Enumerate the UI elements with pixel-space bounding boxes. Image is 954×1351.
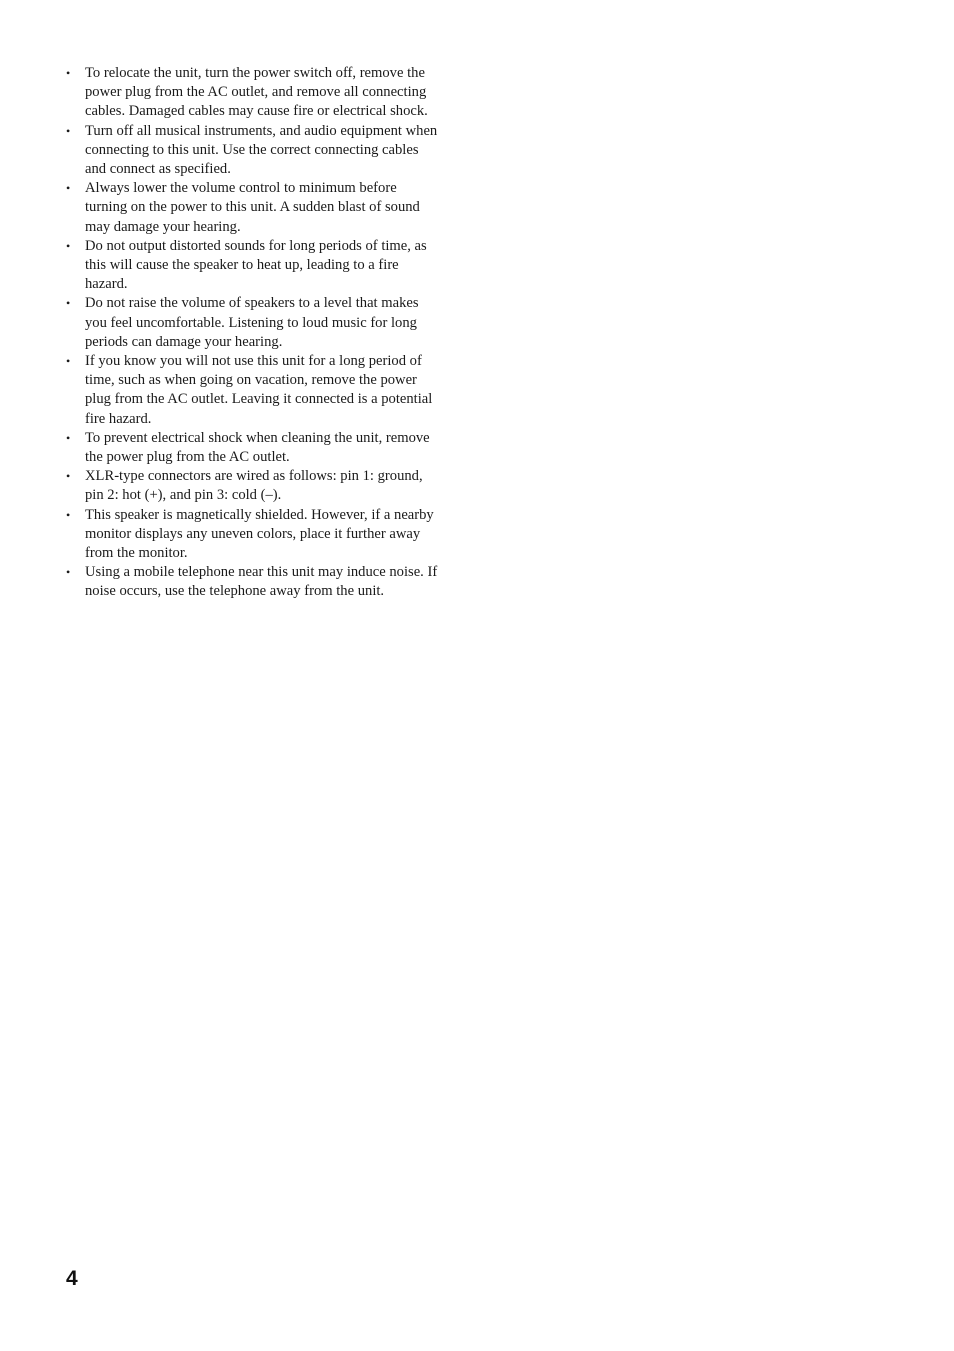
list-item bbox=[66, 563, 442, 601]
bullet-icon: • bbox=[66, 181, 71, 196]
list-item bbox=[66, 122, 442, 180]
list-item bbox=[66, 352, 442, 429]
list-item bbox=[66, 467, 442, 505]
bullet-icon: • bbox=[66, 354, 71, 369]
list-item bbox=[66, 294, 442, 352]
note-text: To relocate the unit, turn the power switch off, remove the power plug from the AC outlet, and remove all connecting cables. Damaged cables may cause fire or electrical shock. bbox=[85, 65, 428, 120]
list-item bbox=[66, 64, 442, 122]
note-text: XLR-type connectors are wired as follows: pin 1: ground, pin 2: hot (+), and pin 3: cold (–). bbox=[85, 468, 423, 504]
note-text: Do not output distorted sounds for long periods of time, as this will cause the speaker to heat up, leading to a fire hazard. bbox=[85, 237, 427, 293]
list-item bbox=[66, 179, 442, 237]
list-item bbox=[66, 506, 442, 564]
bullet-icon: • bbox=[66, 430, 71, 445]
note-text: Using a mobile telephone near this unit may induce noise. If noise occurs, use the telephone away from the unit. bbox=[85, 564, 438, 600]
precautions-column bbox=[66, 64, 442, 602]
note-text: Do not raise the volume of speakers to a level that makes you feel uncomfortable. Listening to loud music for long periods can damage your hearing. bbox=[85, 295, 419, 350]
bullet-icon: • bbox=[66, 238, 71, 253]
precautions-list bbox=[66, 64, 442, 602]
bullet-icon: • bbox=[66, 296, 71, 311]
bullet-icon: • bbox=[66, 123, 71, 138]
bullet-icon: • bbox=[66, 66, 71, 80]
bullet-icon: • bbox=[66, 507, 71, 522]
list-item bbox=[66, 237, 442, 295]
list-item bbox=[66, 429, 442, 467]
note-text: To prevent electrical shock when cleaning the unit, remove the power plug from the AC outlet. bbox=[85, 429, 430, 466]
note-text: Turn off all musical instruments, and audio equipment when connecting to this unit. Use the correct connecting cables and connect as specified. bbox=[85, 122, 438, 178]
note-text: Always lower the volume control to minimum before turning on the power to this unit. A sudden blast of sound may damage your hearing. bbox=[85, 180, 420, 235]
bullet-icon: • bbox=[66, 469, 71, 484]
note-text: This speaker is magnetically shielded. However, if a nearby monitor displays any uneven colors, place it further away from the monitor. bbox=[85, 506, 434, 562]
page-number: 4 bbox=[66, 1267, 78, 1290]
bullet-icon: • bbox=[66, 565, 71, 580]
note-text: If you know you will not use this unit for a long period of time, such as when going on vacation, remove the power plug from the AC outlet. Leaving it connected is a potential fire hazard. bbox=[85, 353, 433, 427]
